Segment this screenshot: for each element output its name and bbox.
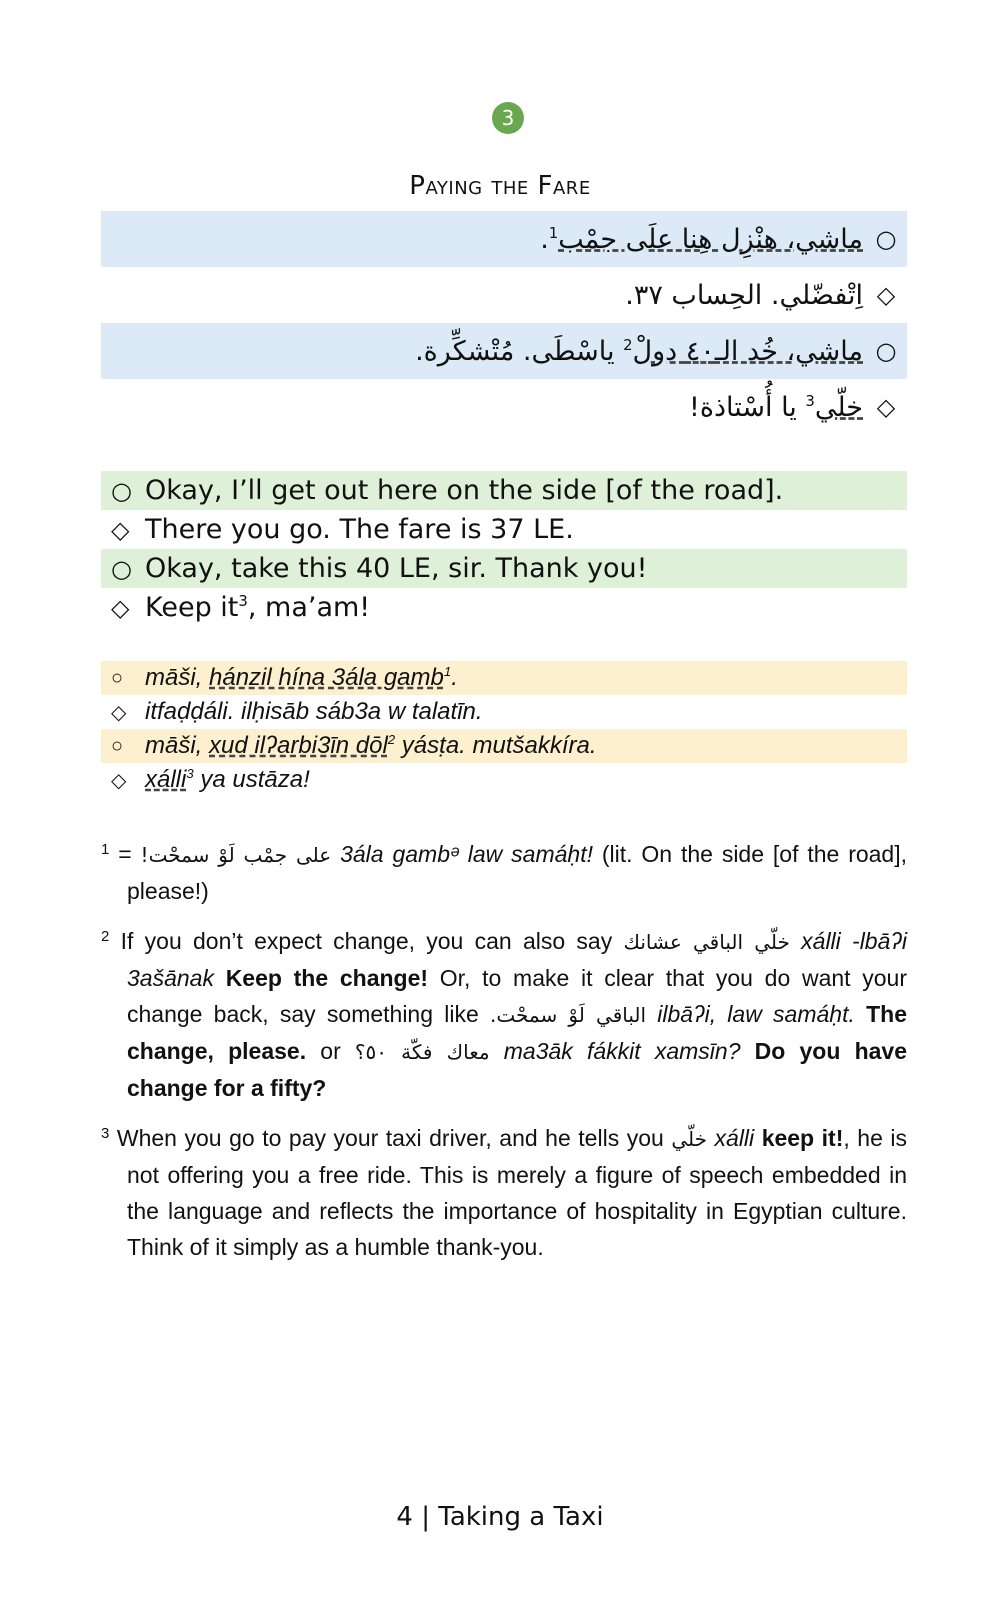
footnote-ref: 2 [387, 732, 396, 747]
footnote-bold: Do you have change for a fifty? [127, 1038, 908, 1101]
footnote-text: , he is not offering you a free ride. This is merely a figure of speech embedded in the language and reflects the importance of hospitality in Egyptian culture. Think of it simply as a humble thank-you. [127, 1125, 907, 1260]
footnote-translit: xálli [714, 1125, 755, 1151]
circle-marker-icon: ○ [875, 225, 897, 253]
transliteration-text [145, 766, 310, 794]
circle-marker-icon: ○ [875, 337, 897, 365]
transliteration-line [101, 695, 907, 729]
lesson-number: 3 [501, 106, 515, 130]
arabic-text-after: ياسْطَى. مُتْشكِّرة. [415, 335, 624, 367]
arabic-text: اِتْفضّلي. الحِساب ٣٧. [625, 279, 863, 311]
lesson-number-badge [492, 102, 524, 134]
circle-marker-icon: ○ [111, 734, 124, 757]
arabic-text-after: . [540, 223, 549, 255]
transliteration-text: itfaḍḍáli. ilḥisāb sáb3a w talatīn. [145, 698, 483, 725]
transliteration-text [145, 664, 458, 692]
footnote-bold: The change, please. [127, 1001, 907, 1064]
english-text-before: Keep it [145, 592, 239, 623]
footnote-arabic: خلّي [671, 1127, 707, 1151]
footnote-3 [101, 1116, 907, 1265]
footnote-ref: 3 [186, 766, 194, 781]
arabic-text: خلّي [814, 391, 863, 423]
footnote-bold: Keep the change! [225, 965, 429, 991]
footnote-ref: 1 [548, 223, 559, 242]
circle-marker-icon: ○ [111, 554, 132, 583]
english-text-after: , ma’am! [247, 592, 371, 623]
arabic-dialogue [101, 211, 907, 435]
diamond-marker-icon: ◇ [876, 393, 896, 421]
translit-after: . [451, 664, 458, 691]
arabic-line [101, 211, 907, 267]
circle-marker-icon: ○ [111, 666, 124, 689]
english-text: Okay, take this 40 LE, sir. Thank you! [145, 553, 648, 584]
footnote-translit: ma3āk fákkit xamsīn? [503, 1038, 741, 1064]
footnote-number: 2 [101, 928, 110, 945]
arabic-line [101, 267, 907, 323]
footnotes [101, 832, 907, 1275]
diamond-marker-icon: ◇ [111, 515, 130, 544]
arabic-text-after: يا أُسْتاذة! [689, 391, 806, 423]
english-line [101, 588, 907, 627]
footnote-bold: keep it! [761, 1125, 844, 1151]
translit-before: māši, [145, 664, 210, 691]
footnote-translit: ilbāʔi, law samáḥt. [657, 1001, 855, 1027]
translit-after: yásṭa. mutšakkíra. [395, 732, 597, 759]
footnote-translit: xálli -lbāʔi 3ašānak [127, 928, 908, 991]
footnote-text: or [306, 1038, 355, 1064]
arabic-line [101, 379, 907, 435]
footnote-arabic: خلّي الباقي عشانك [623, 930, 790, 954]
footnote-text: When you go to pay your taxi driver, and he tells you [109, 1125, 672, 1151]
footnote-arabic: معاك فكّة ٥٠؟ [354, 1040, 490, 1064]
diamond-marker-icon: ◇ [876, 281, 896, 309]
transliteration [101, 661, 907, 797]
english-text: There you go. The fare is 37 LE. [145, 514, 574, 545]
footnote-number: 1 [101, 841, 110, 858]
translit-before: māši, [145, 732, 210, 759]
footnote-1 [101, 832, 907, 909]
footnote-ref: 3 [238, 592, 248, 610]
english-text [145, 592, 370, 623]
english-translation [101, 471, 907, 627]
footnote-arabic: على جمْب لَوْ سمحْت! [140, 843, 332, 867]
diamond-marker-icon: ◇ [111, 593, 130, 622]
footnote-text: (lit. On the side [of the road], please!) [127, 841, 908, 904]
footnote-number: 3 [101, 1125, 110, 1142]
translit-after: ya ustāza! [193, 766, 310, 793]
translit-underlined: xálli [145, 766, 187, 793]
page-footer: 4 | Taking a Taxi [396, 1502, 604, 1532]
footnote-eq: = [109, 841, 141, 867]
transliteration-line [101, 763, 907, 797]
arabic-line [101, 323, 907, 379]
translit-underlined: xud ilʔarbi3īn dōl [209, 732, 388, 759]
english-line [101, 471, 907, 510]
footnote-arabic: الباقي لَوْ سمحْت. [489, 1003, 647, 1027]
arabic-text: ماشي، خُد الـ٤٠ دولْ [632, 335, 863, 367]
footnote-text: If you don’t expect change, you can also say [109, 928, 624, 954]
transliteration-line [101, 661, 907, 695]
arabic-text: ماشي، هنْزِل هِنا علَى جمْب [558, 223, 863, 255]
footnote-translit: 3ála gambᵊ law samáḥt! [340, 841, 593, 867]
circle-marker-icon: ○ [111, 476, 132, 505]
footnote-2 [101, 919, 907, 1106]
english-line [101, 549, 907, 588]
english-text: Okay, I’ll get out here on the side [of the road]. [145, 475, 784, 506]
footnote-text: Or, to make it clear that you do want your change back, say something like [127, 965, 907, 1027]
english-line [101, 510, 907, 549]
footnote-ref: 2 [623, 335, 633, 354]
translit-underlined: hánzil hína 3ála gamb [209, 664, 444, 691]
diamond-marker-icon: ◇ [111, 701, 127, 724]
footnote-ref: 3 [805, 391, 815, 410]
transliteration-line [101, 729, 907, 763]
footnote-ref: 1 [443, 664, 452, 679]
transliteration-text [145, 732, 597, 760]
diamond-marker-icon: ◇ [111, 769, 127, 792]
dialogue-title: Paying the Fare [409, 171, 591, 201]
